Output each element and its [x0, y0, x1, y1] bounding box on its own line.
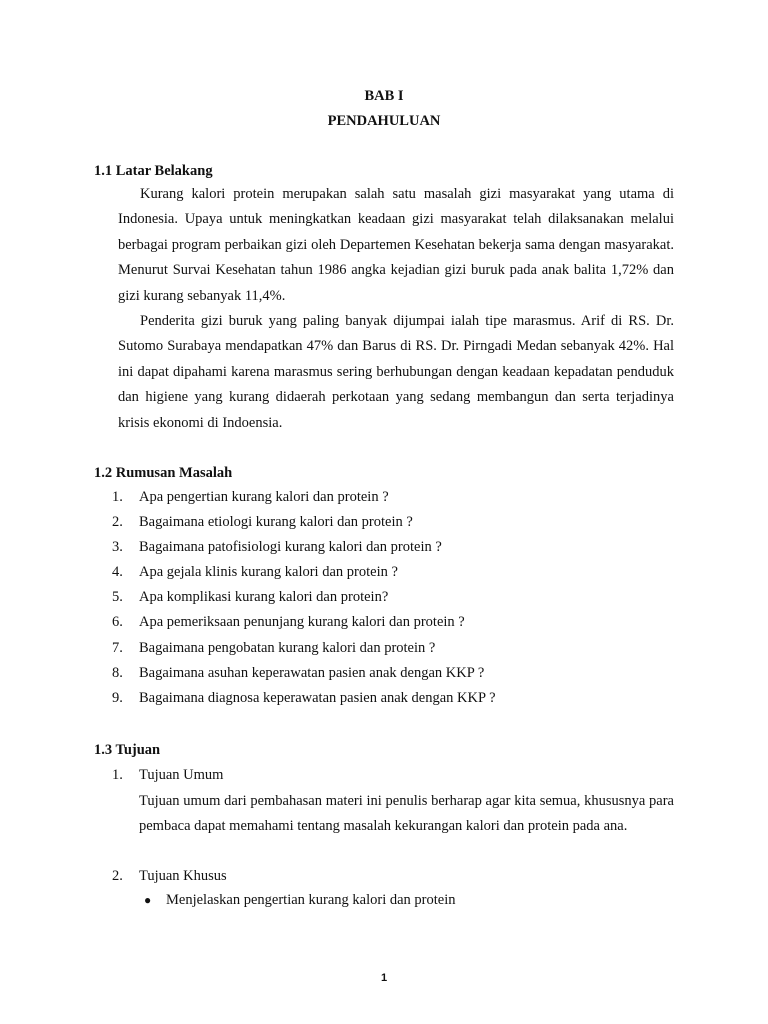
list-number: 2. — [112, 868, 123, 884]
subsection-label — [112, 763, 223, 788]
bullet-item — [144, 892, 456, 909]
list-number: 2. — [112, 514, 123, 531]
list-text: Apa pemeriksaan penunjang kurang kalori dan protein ? — [139, 614, 465, 631]
subsection-label — [112, 864, 227, 889]
list-item — [112, 661, 496, 686]
list-item — [112, 510, 496, 535]
list-text: Bagaimana pengobatan kurang kalori dan protein ? — [139, 639, 436, 656]
list-number: 9. — [112, 689, 123, 706]
list-text: Bagaimana patofisiologi kurang kalori dan protein ? — [139, 539, 442, 556]
paragraph: Kurang kalori protein merupakan salah satu masalah gizi masyarakat yang utama di Indonesia. Upaya untuk meningkatkan keadaan gizi masyarakat telah dilaksanakan melalui berbagai program perbaikan gizi oleh Departemen Kesehatan bekerja sama dengan masyarakat. Menurut Survai Kesehatan tahun 1986 angka kejadian gizi buruk pada anak balita 1,72% dan gizi kurang sebanyak 11,4%. — [118, 186, 674, 304]
list-item — [112, 535, 496, 560]
list-number: 5. — [112, 589, 123, 606]
list-text: Apa komplikasi kurang kalori dan protein? — [139, 589, 389, 606]
chapter-title: PENDAHULUAN — [327, 113, 441, 129]
list-item — [112, 636, 496, 661]
list-number: 8. — [112, 664, 123, 681]
list-item — [112, 585, 496, 610]
chapter-number: BAB I — [364, 88, 404, 104]
question-list — [112, 485, 496, 711]
list-number: 4. — [112, 564, 123, 581]
list-text: Bagaimana diagnosa keperawatan pasien anak dengan KKP ? — [139, 689, 496, 706]
list-text: Apa pengertian kurang kalori dan protein ? — [139, 489, 389, 505]
subsection-general — [112, 763, 223, 788]
bullet-text: Menjelaskan pengertian kurang kalori dan protein — [166, 892, 456, 908]
list-number: 3. — [112, 539, 123, 556]
subsection-label-text: Tujuan Khusus — [139, 868, 227, 884]
page-number: 1 — [380, 972, 388, 984]
section-title-latar-belakang: 1.1 Latar Belakang — [94, 163, 213, 179]
list-text: Bagaimana etiologi kurang kalori dan protein ? — [139, 514, 413, 531]
bullet-icon: ● — [144, 893, 152, 907]
list-item — [112, 560, 496, 585]
section-title-rumusan-masalah: 1.2 Rumusan Masalah — [94, 465, 233, 481]
list-text: Apa gejala klinis kurang kalori dan protein ? — [139, 564, 398, 581]
list-text: Bagaimana asuhan keperawatan pasien anak dengan KKP ? — [139, 664, 485, 681]
list-number: 6. — [112, 614, 123, 631]
subsection-label-text: Tujuan Umum — [139, 767, 224, 783]
list-item — [112, 686, 496, 711]
list-item — [112, 485, 496, 510]
subsection-specific — [112, 864, 227, 889]
list-number: 1. — [112, 767, 123, 783]
list-number: 7. — [112, 639, 123, 656]
list-number: 1. — [112, 489, 123, 505]
section-title-tujuan: 1.3 Tujuan — [94, 742, 161, 758]
subsection-paragraph: Tujuan umum dari pembahasan materi ini penulis berharap agar kita semua, khususnya para pembaca dapat memahami tentang masalah kekurangan kalori dan protein pada ana. — [139, 793, 674, 835]
list-item — [112, 610, 496, 635]
paragraph: Penderita gizi buruk yang paling banyak dijumpai ialah tipe marasmus. Arif di RS. Dr. Sutomo Surabaya mendapatkan 47% dan Barus di RS. Dr. Pirngadi Medan sebanyak 42%. Hal ini dapat dipahami karena marasmus sering berhubungan dengan keadaan kepadatan penduduk dan higiene yang kurang didaerah perkotaan yang sedang membangun dan serta terjadinya krisis ekonomi di Indoensia. — [118, 313, 674, 431]
